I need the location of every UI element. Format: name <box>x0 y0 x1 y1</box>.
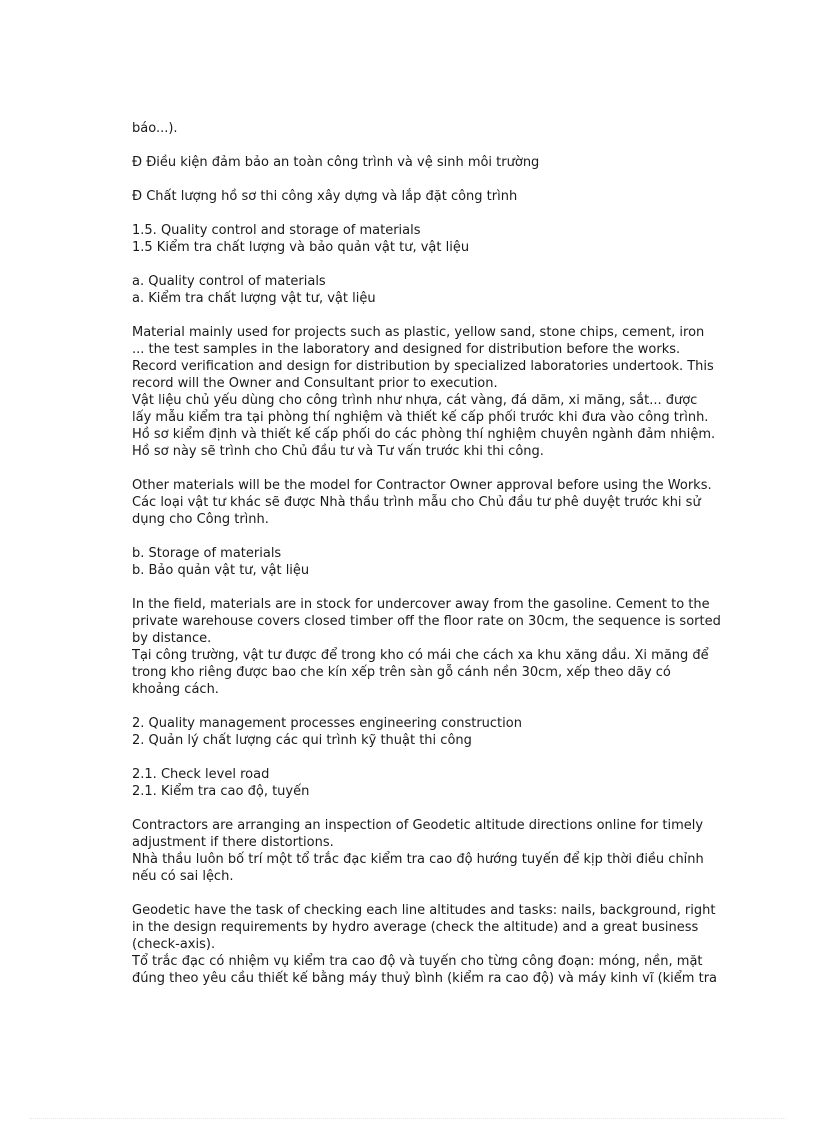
paragraph <box>132 188 744 205</box>
text-line: 2. Quality management processes engineering construction <box>132 716 522 731</box>
paragraph <box>132 324 744 460</box>
text-line: ... the test samples in the laboratory and designed for distribution before the works. <box>132 342 681 357</box>
text-line: Vật liệu chủ yếu dùng cho công trình như nhựa, cát vàng, đá dăm, xi măng, sắt... được <box>132 393 698 408</box>
text-line: Các loại vật tư khác sẽ được Nhà thầu trình mẫu cho Chủ đầu tư phê duyệt trước khi sử <box>132 495 701 510</box>
text-line: by distance. <box>132 631 212 646</box>
text-line: báo...). <box>132 121 178 136</box>
paragraph <box>132 596 744 698</box>
text-line: 1.5. Quality control and storage of materials <box>132 223 421 238</box>
text-line: In the field, materials are in stock for undercover away from the gasoline. Cement to the <box>132 597 710 612</box>
paragraph <box>132 273 744 307</box>
paragraph <box>132 902 744 987</box>
text-line: nếu có sai lệch. <box>132 869 234 884</box>
paragraph <box>132 545 744 579</box>
text-line: private warehouse covers closed timber off the floor rate on 30cm, the sequence is sorted <box>132 614 721 629</box>
text-line: a. Quality control of materials <box>132 274 326 289</box>
text-line: (check-axis). <box>132 937 216 952</box>
text-line: Tại công trường, vật tư được để trong kho có mái che cách xa khu xăng dầu. Xi măng để <box>132 648 709 663</box>
paragraph <box>132 154 744 171</box>
text-line: record will the Owner and Consultant prior to execution. <box>132 376 498 391</box>
text-line: b. Bảo quản vật tư, vật liệu <box>132 563 310 578</box>
text-line: Hồ sơ này sẽ trình cho Chủ đầu tư và Tư vấn trước khi thi công. <box>132 444 544 459</box>
text-line: trong kho riêng được bao che kín xếp trên sàn gỗ cánh nền 30cm, xếp theo dãy có <box>132 665 671 680</box>
text-line: in the design requirements by hydro average (check the altitude) and a great business <box>132 920 699 935</box>
text-line: 2.1. Check level road <box>132 767 270 782</box>
text-line: khoảng cách. <box>132 682 219 697</box>
text-line: Record verification and design for distribution by specialized laboratories undertook. This <box>132 359 714 374</box>
paragraph <box>132 817 744 885</box>
text-line: b. Storage of materials <box>132 546 282 561</box>
paragraph <box>132 766 744 800</box>
paragraph <box>132 222 744 256</box>
text-line: Tổ trắc đạc có nhiệm vụ kiểm tra cao độ và tuyến cho từng công đoạn: móng, nền, mặt <box>132 954 703 969</box>
text-line: a. Kiểm tra chất lượng vật tư, vật liệu <box>132 291 376 306</box>
text-line: Material mainly used for projects such as plastic, yellow sand, stone chips, cement, iron <box>132 325 705 340</box>
text-line: đúng theo yêu cầu thiết kế bằng máy thuỷ bình (kiểm ra cao độ) và máy kinh vĩ (kiểm tra <box>132 971 717 986</box>
paragraph <box>132 715 744 749</box>
text-line: 2.1. Kiểm tra cao độ, tuyến <box>132 784 310 799</box>
text-line: 1.5 Kiểm tra chất lượng và bảo quản vật tư, vật liệu <box>132 240 470 255</box>
text-line: Contractors are arranging an inspection of Geodetic altitude directions online for timely <box>132 818 704 833</box>
text-line: dụng cho Công trình. <box>132 512 269 527</box>
text-line: Other materials will be the model for Contractor Owner approval before using the Works. <box>132 478 712 493</box>
document-body <box>132 120 744 1004</box>
text-line: Geodetic have the task of checking each line altitudes and tasks: nails, background, right <box>132 903 716 918</box>
text-line: Nhà thầu luôn bố trí một tổ trắc đạc kiểm tra cao độ hướng tuyến để kịp thời điều chỉnh <box>132 852 704 867</box>
text-line: adjustment if there distortions. <box>132 835 334 850</box>
page-bottom-rule <box>30 1118 786 1119</box>
paragraph <box>132 477 744 528</box>
text-line: lấy mẫu kiểm tra tại phòng thí nghiệm và thiết kế cấp phối trước khi đưa vào công trình. <box>132 410 709 425</box>
paragraph <box>132 120 744 137</box>
text-line: Đ Chất lượng hồ sơ thi công xây dựng và lắp đặt công trình <box>132 189 518 204</box>
text-line: 2. Quản lý chất lượng các qui trình kỹ thuật thi công <box>132 733 472 748</box>
text-line: Hồ sơ kiểm định và thiết kế cấp phối do các phòng thí nghiệm chuyên ngành đảm nhiệm. <box>132 427 716 442</box>
text-line: Đ Điều kiện đảm bảo an toàn công trình và vệ sinh môi trường <box>132 155 540 170</box>
